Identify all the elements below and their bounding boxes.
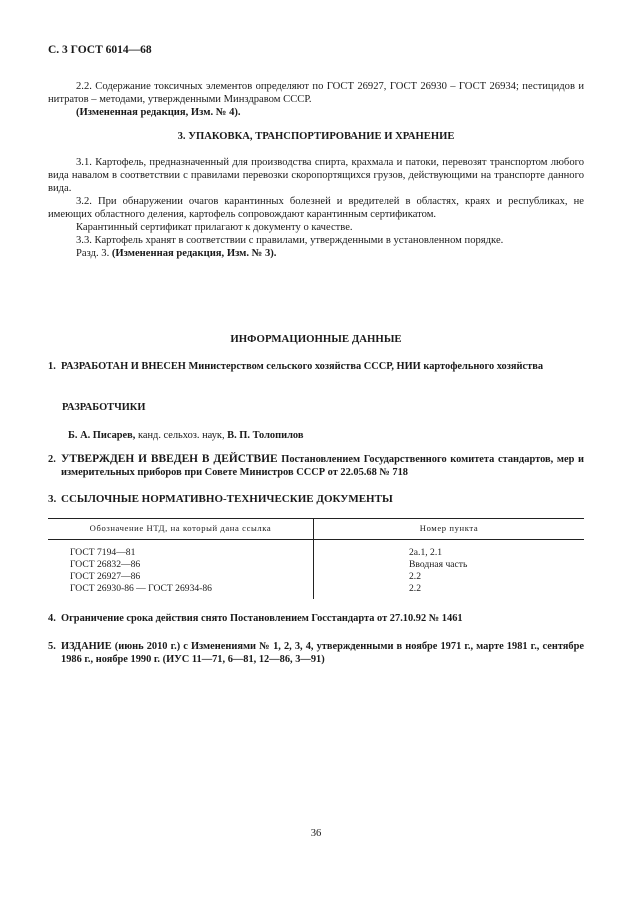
clause-3-2-text: 3.2. При обнаружении очагов карантинных болезней и вредителей в областях, краях и республиках, не имеющих областного деления, картофель сопровождают карантинным сертификатом.: [48, 196, 584, 220]
info-item-3-text: ССЫЛОЧНЫЕ НОРМАТИВНО-ТЕХНИЧЕСКИЕ ДОКУМЕНТЫ: [61, 493, 393, 505]
page-number: 36: [310, 828, 322, 839]
info-item-4: [48, 612, 584, 625]
info-item-1-text: РАЗРАБОТАН И ВНЕСЕН Министерством сельского хозяйства СССР, НИИ картофельного хозяйства: [61, 361, 544, 372]
reference-documents-table: [48, 518, 584, 599]
table-row: [48, 559, 584, 571]
table-cell-item: Вводная часть: [409, 559, 468, 570]
section-3-edit-note: [48, 247, 584, 260]
table-header-document: Обозначение НТД, на который дана ссылка: [48, 519, 314, 540]
info-item-2-number: 2.: [48, 454, 56, 465]
table-row: [48, 540, 584, 560]
clause-2-2: [48, 80, 584, 119]
info-item-2-lead: УТВЕРЖДЕН И ВВЕДЕН В ДЕЙСТВИЕ: [61, 453, 278, 465]
info-item-2: [48, 453, 584, 479]
table-cell-item: 2.2: [409, 571, 421, 582]
developer-2-name: В. П. Толопилов: [227, 430, 304, 441]
clause-3-1-text: 3.1. Картофель, предназначенный для производства спирта, крахмала и патоки, перевозят транспортом любого вида навалом в соответствии с правилами перевозки скоропортящихся грузов, действующими на транспорте данного вида.: [48, 157, 584, 194]
table-header-row: [48, 519, 584, 540]
table-cell-document: ГОСТ 7194—81: [48, 540, 314, 560]
info-item-3: [48, 493, 584, 506]
info-item-2-rest: Постановлением Государственного комитета стандартов, мер и измерительных приборов при Совете Министров СССР от 22.05.68 № 718: [61, 454, 584, 478]
developer-1-degree: канд. сельхоз. наук,: [135, 430, 228, 441]
info-item-3-number: 3.: [48, 493, 57, 505]
section-3-prefix: Разд. 3.: [76, 248, 110, 259]
table-cell-item: 2.2: [409, 583, 421, 594]
section-3-title: 3. УПАКОВКА, ТРАНСПОРТИРОВАНИЕ И ХРАНЕНИЕ: [177, 131, 455, 142]
info-item-1: [48, 360, 584, 373]
table-row: [48, 571, 584, 583]
clause-3-2-certificate-text: Карантинный сертификат прилагают к документу о качестве.: [76, 222, 353, 233]
clause-3-3-text: 3.3. Картофель хранят в соответствии с правилами, утвержденными в установленном порядке.: [76, 235, 504, 246]
table-cell-document: ГОСТ 26927—86: [48, 571, 314, 583]
table-cell-document: ГОСТ 26930-86 — ГОСТ 26934-86: [48, 583, 314, 599]
section-3-edit-label: (Измененная редакция, Изм. № 3).: [111, 248, 277, 259]
clause-2-2-edit-note: (Измененная редакция, Изм. № 4).: [76, 107, 241, 118]
info-item-1-number: 1.: [48, 361, 56, 372]
developer-1-name: Б. А. Писарев,: [68, 430, 136, 441]
developers-list: [68, 429, 604, 442]
table-header-item: Номер пункта: [314, 519, 585, 540]
page-header: С. 3 ГОСТ 6014—68: [48, 44, 152, 56]
info-data-title: ИНФОРМАЦИОННЫЕ ДАННЫЕ: [230, 333, 402, 345]
info-item-5-number: 5.: [48, 641, 56, 652]
table-row: [48, 583, 584, 599]
info-item-5-text: ИЗДАНИЕ (июнь 2010 г.) с Изменениями № 1, 2, 3, 4, утвержденными в ноябре 1971 г., марте 1981 г., сентябре 1986 г., ноябре 1990 г. (ИУС 11—71, 6—81, 12—86, 3—91): [61, 641, 584, 665]
table-cell-document: ГОСТ 26832—86: [48, 559, 314, 571]
info-item-5: [48, 640, 584, 666]
info-item-4-text: Ограничение срока действия снято Постановлением Госстандарта от 27.10.92 № 1461: [61, 613, 463, 624]
table-cell-item: 2а.1, 2.1: [409, 547, 443, 558]
developers-label: РАЗРАБОТЧИКИ: [62, 402, 146, 413]
section-3-body: [48, 156, 584, 260]
document-page: [48, 0, 584, 913]
clause-2-2-text: 2.2. Содержание токсичных элементов определяют по ГОСТ 26927, ГОСТ 26930 – ГОСТ 26934; пестицидов и нитратов – методами, утвержденными Минздравом СССР.: [48, 81, 584, 105]
info-item-2-text: [61, 453, 584, 479]
info-item-4-number: 4.: [48, 613, 56, 624]
